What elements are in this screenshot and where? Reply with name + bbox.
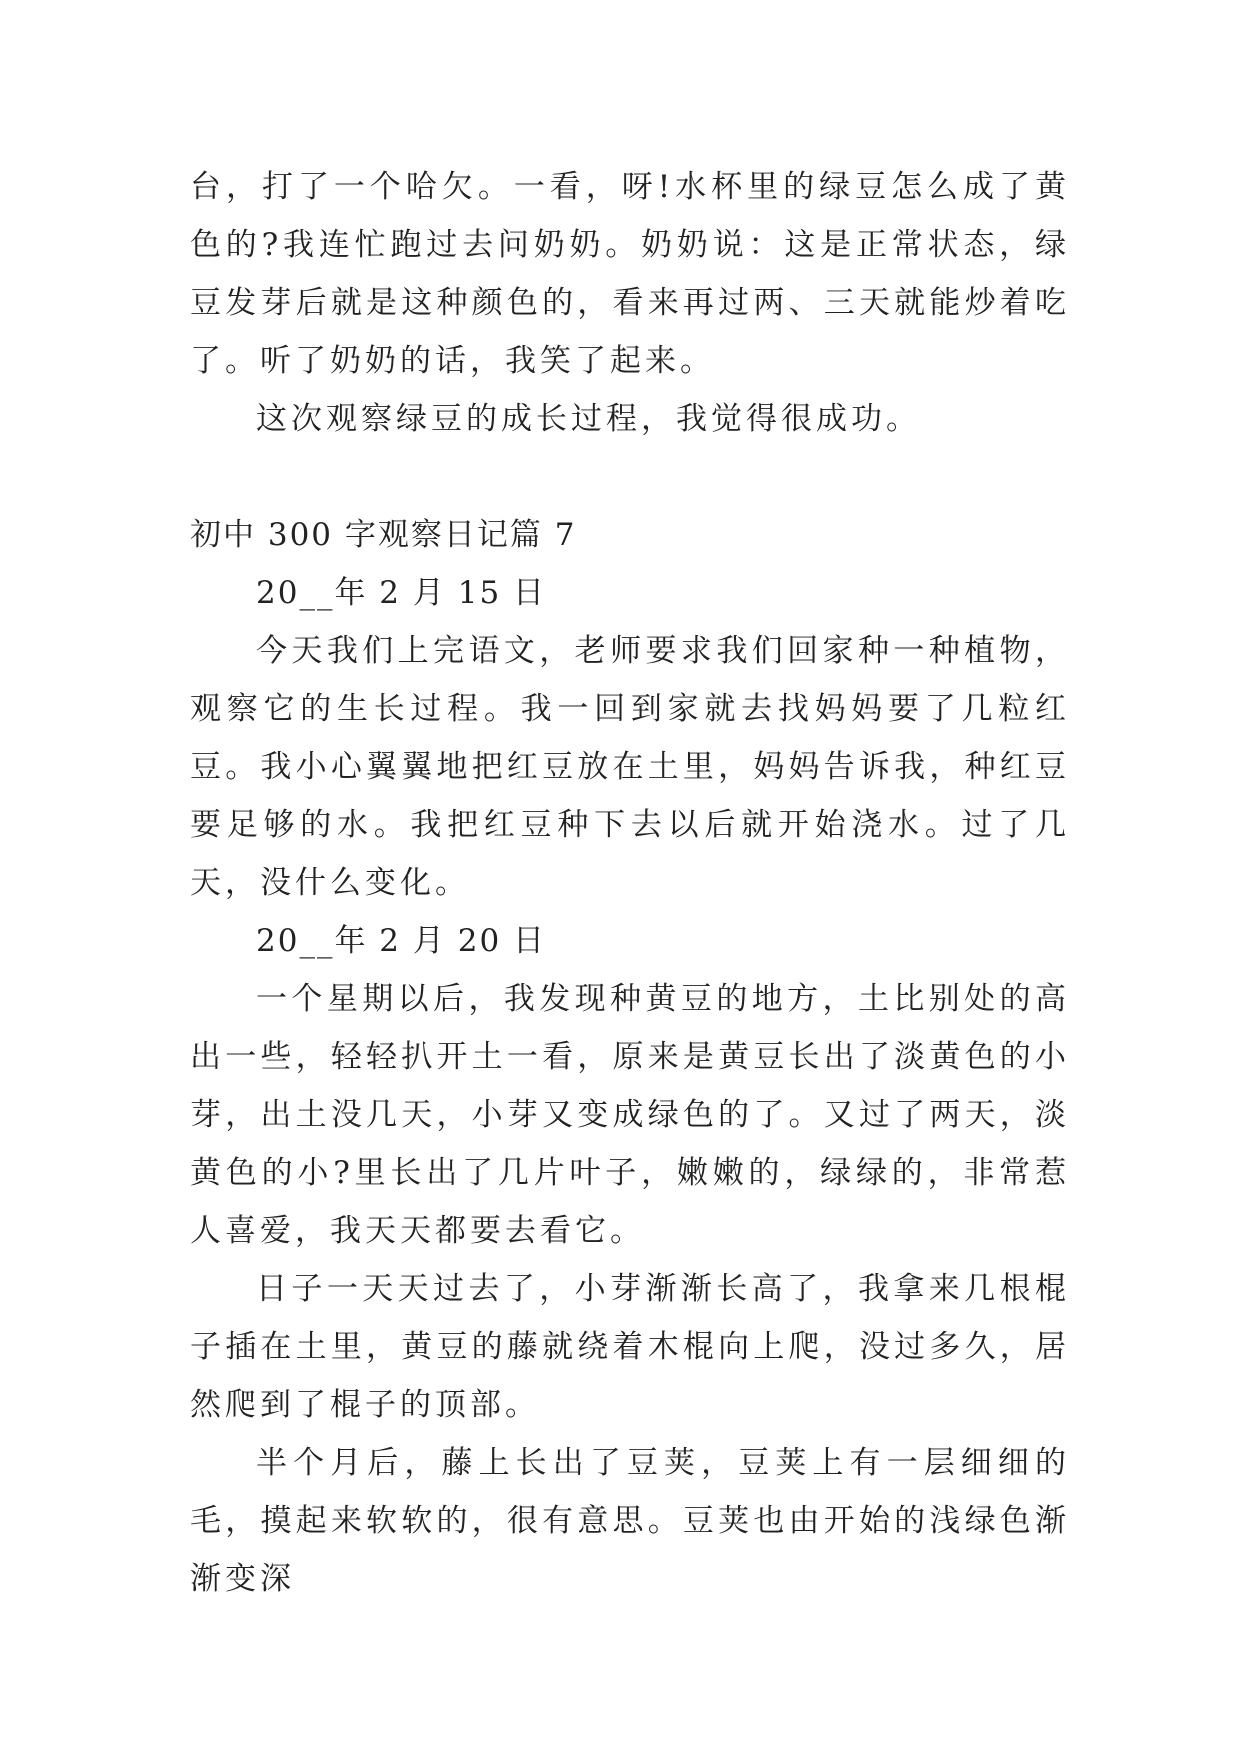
document-body (190, 158, 1070, 1608)
continued-paragraph: 台，打了一个哈欠。一看，呀!水杯里的绿豆怎么成了黄色的?我连忙跑过去问奶奶。奶奶说：这是正常状态，绿豆发芽后就是这种颜色的，看来再过两、三天就能炒着吃了。听了奶奶的话，我笑了起来。 (190, 169, 1070, 379)
section-spacer (190, 448, 1070, 506)
entry-date: 20__年 2 月 20 日 (256, 923, 547, 959)
entry-date: 20__年 2 月 15 日 (256, 575, 547, 611)
entry-paragraph: 今天我们上完语文，老师要求我们回家种一种植物，观察它的生长过程。我一回到家就去找妈妈要了几粒红豆。我小心翼翼地把红豆放在土里，妈妈告诉我，种红豆要足够的水。我把红豆种下去以后就开始浇水。过了几天，没什么变化。 (190, 633, 1070, 901)
conclusion-paragraph: 这次观察绿豆的成长过程，我觉得很成功。 (256, 401, 921, 437)
entry-paragraph: 日子一天天过去了，小芽渐渐长高了，我拿来几根棍子插在土里，黄豆的藤就绕着木棍向上爬，没过多久，居然爬到了棍子的顶部。 (190, 1271, 1070, 1423)
section-title: 初中 300 字观察日记篇 7 (190, 517, 577, 553)
entry-paragraph: 半个月后，藤上长出了豆荚，豆荚上有一层细细的毛，摸起来软软的，很有意思。豆荚也由开始的浅绿色渐渐变深 (190, 1445, 1070, 1597)
entry-paragraph: 一个星期以后，我发现种黄豆的地方，土比别处的高出一些，轻轻扒开土一看，原来是黄豆长出了淡黄色的小芽，出土没几天，小芽又变成绿色的了。又过了两天，淡黄色的小?里长出了几片叶子，嫩嫩的，绿绿的，非常惹人喜爱，我天天都要去看它。 (190, 981, 1070, 1249)
